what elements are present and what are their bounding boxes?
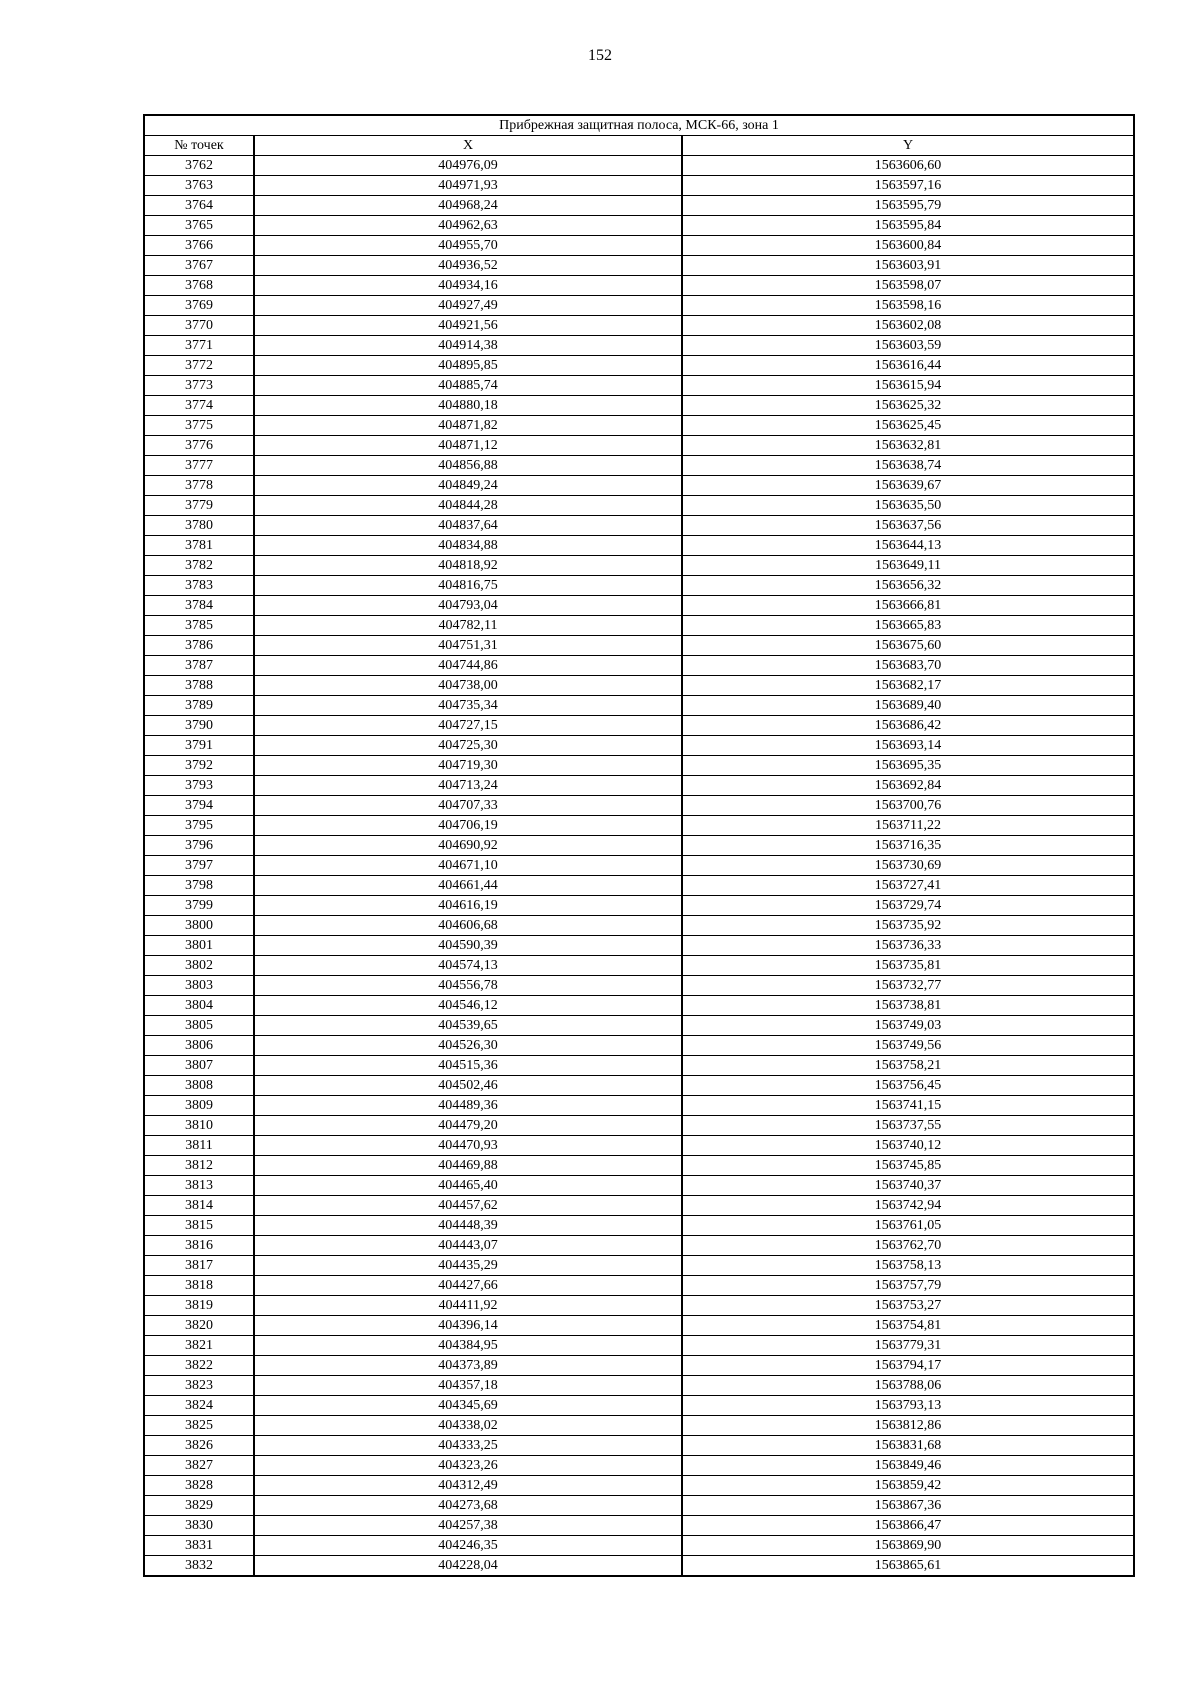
cell-y: 1563603,59 bbox=[682, 336, 1134, 356]
cell-y: 1563711,22 bbox=[682, 816, 1134, 836]
cell-point-number: 3776 bbox=[144, 436, 254, 456]
cell-y: 1563639,67 bbox=[682, 476, 1134, 496]
table-row bbox=[144, 1036, 1134, 1056]
cell-x: 404273,68 bbox=[254, 1496, 682, 1516]
table-row bbox=[144, 196, 1134, 216]
table-row bbox=[144, 596, 1134, 616]
table-row bbox=[144, 576, 1134, 596]
cell-y: 1563600,84 bbox=[682, 236, 1134, 256]
cell-point-number: 3794 bbox=[144, 796, 254, 816]
cell-x: 404713,24 bbox=[254, 776, 682, 796]
table-row bbox=[144, 816, 1134, 836]
table-row bbox=[144, 736, 1134, 756]
cell-point-number: 3786 bbox=[144, 636, 254, 656]
cell-y: 1563727,41 bbox=[682, 876, 1134, 896]
table-row bbox=[144, 336, 1134, 356]
table-row bbox=[144, 516, 1134, 536]
cell-point-number: 3780 bbox=[144, 516, 254, 536]
cell-point-number: 3817 bbox=[144, 1256, 254, 1276]
cell-y: 1563595,79 bbox=[682, 196, 1134, 216]
table-row bbox=[144, 256, 1134, 276]
cell-x: 404976,09 bbox=[254, 156, 682, 176]
cell-point-number: 3796 bbox=[144, 836, 254, 856]
cell-x: 404871,12 bbox=[254, 436, 682, 456]
cell-point-number: 3767 bbox=[144, 256, 254, 276]
cell-y: 1563656,32 bbox=[682, 576, 1134, 596]
cell-x: 404606,68 bbox=[254, 916, 682, 936]
cell-point-number: 3774 bbox=[144, 396, 254, 416]
cell-y: 1563595,84 bbox=[682, 216, 1134, 236]
column-header-y: Y bbox=[682, 136, 1134, 156]
cell-y: 1563615,94 bbox=[682, 376, 1134, 396]
cell-x: 404936,52 bbox=[254, 256, 682, 276]
cell-x: 404856,88 bbox=[254, 456, 682, 476]
table-row bbox=[144, 1056, 1134, 1076]
table-row bbox=[144, 316, 1134, 336]
cell-x: 404719,30 bbox=[254, 756, 682, 776]
cell-x: 404690,92 bbox=[254, 836, 682, 856]
table-row bbox=[144, 856, 1134, 876]
table-row bbox=[144, 836, 1134, 856]
table-row bbox=[144, 1356, 1134, 1376]
table-row bbox=[144, 976, 1134, 996]
cell-point-number: 3811 bbox=[144, 1136, 254, 1156]
cell-x: 404546,12 bbox=[254, 996, 682, 1016]
cell-point-number: 3813 bbox=[144, 1176, 254, 1196]
cell-y: 1563831,68 bbox=[682, 1436, 1134, 1456]
cell-x: 404502,46 bbox=[254, 1076, 682, 1096]
table-row bbox=[144, 216, 1134, 236]
table-row bbox=[144, 1556, 1134, 1577]
cell-y: 1563635,50 bbox=[682, 496, 1134, 516]
cell-x: 404556,78 bbox=[254, 976, 682, 996]
cell-point-number: 3815 bbox=[144, 1216, 254, 1236]
cell-y: 1563779,31 bbox=[682, 1336, 1134, 1356]
cell-point-number: 3781 bbox=[144, 536, 254, 556]
cell-y: 1563865,61 bbox=[682, 1556, 1134, 1577]
cell-y: 1563758,13 bbox=[682, 1256, 1134, 1276]
cell-x: 404707,33 bbox=[254, 796, 682, 816]
cell-x: 404396,14 bbox=[254, 1316, 682, 1336]
cell-x: 404727,15 bbox=[254, 716, 682, 736]
cell-x: 404443,07 bbox=[254, 1236, 682, 1256]
cell-x: 404706,19 bbox=[254, 816, 682, 836]
cell-y: 1563735,81 bbox=[682, 956, 1134, 976]
cell-x: 404526,30 bbox=[254, 1036, 682, 1056]
cell-y: 1563749,56 bbox=[682, 1036, 1134, 1056]
cell-point-number: 3806 bbox=[144, 1036, 254, 1056]
table-row bbox=[144, 616, 1134, 636]
cell-point-number: 3764 bbox=[144, 196, 254, 216]
cell-x: 404885,74 bbox=[254, 376, 682, 396]
cell-y: 1563794,17 bbox=[682, 1356, 1134, 1376]
cell-y: 1563644,13 bbox=[682, 536, 1134, 556]
cell-point-number: 3797 bbox=[144, 856, 254, 876]
cell-x: 404927,49 bbox=[254, 296, 682, 316]
cell-y: 1563736,33 bbox=[682, 936, 1134, 956]
table-row bbox=[144, 1156, 1134, 1176]
table-row bbox=[144, 476, 1134, 496]
cell-y: 1563735,92 bbox=[682, 916, 1134, 936]
cell-point-number: 3824 bbox=[144, 1396, 254, 1416]
cell-x: 404818,92 bbox=[254, 556, 682, 576]
table-row bbox=[144, 276, 1134, 296]
cell-point-number: 3804 bbox=[144, 996, 254, 1016]
table-row bbox=[144, 676, 1134, 696]
cell-point-number: 3762 bbox=[144, 156, 254, 176]
table-row bbox=[144, 1516, 1134, 1536]
cell-point-number: 3790 bbox=[144, 716, 254, 736]
cell-point-number: 3803 bbox=[144, 976, 254, 996]
table-row bbox=[144, 916, 1134, 936]
column-header-point-number: № точек bbox=[144, 136, 254, 156]
cell-y: 1563638,74 bbox=[682, 456, 1134, 476]
cell-x: 404661,44 bbox=[254, 876, 682, 896]
cell-point-number: 3800 bbox=[144, 916, 254, 936]
table-row bbox=[144, 1376, 1134, 1396]
cell-x: 404345,69 bbox=[254, 1396, 682, 1416]
cell-x: 404427,66 bbox=[254, 1276, 682, 1296]
table-row bbox=[144, 1096, 1134, 1116]
cell-point-number: 3821 bbox=[144, 1336, 254, 1356]
cell-y: 1563606,60 bbox=[682, 156, 1134, 176]
cell-x: 404914,38 bbox=[254, 336, 682, 356]
cell-x: 404465,40 bbox=[254, 1176, 682, 1196]
table-row bbox=[144, 496, 1134, 516]
cell-point-number: 3807 bbox=[144, 1056, 254, 1076]
table-row bbox=[144, 756, 1134, 776]
cell-x: 404849,24 bbox=[254, 476, 682, 496]
table-row bbox=[144, 776, 1134, 796]
cell-point-number: 3820 bbox=[144, 1316, 254, 1336]
table-row bbox=[144, 936, 1134, 956]
cell-y: 1563637,56 bbox=[682, 516, 1134, 536]
cell-point-number: 3783 bbox=[144, 576, 254, 596]
cell-y: 1563788,06 bbox=[682, 1376, 1134, 1396]
cell-x: 404725,30 bbox=[254, 736, 682, 756]
cell-point-number: 3826 bbox=[144, 1436, 254, 1456]
cell-y: 1563625,45 bbox=[682, 416, 1134, 436]
cell-y: 1563793,13 bbox=[682, 1396, 1134, 1416]
table-row bbox=[144, 1276, 1134, 1296]
table-row bbox=[144, 376, 1134, 396]
table-row bbox=[144, 796, 1134, 816]
table-row bbox=[144, 1336, 1134, 1356]
table-row bbox=[144, 1116, 1134, 1136]
cell-point-number: 3801 bbox=[144, 936, 254, 956]
cell-x: 404871,82 bbox=[254, 416, 682, 436]
cell-x: 404574,13 bbox=[254, 956, 682, 976]
cell-x: 404479,20 bbox=[254, 1116, 682, 1136]
cell-point-number: 3777 bbox=[144, 456, 254, 476]
cell-x: 404457,62 bbox=[254, 1196, 682, 1216]
column-header-x: X bbox=[254, 136, 682, 156]
cell-x: 404782,11 bbox=[254, 616, 682, 636]
cell-point-number: 3771 bbox=[144, 336, 254, 356]
cell-y: 1563729,74 bbox=[682, 896, 1134, 916]
table-title: Прибрежная защитная полоса, МСК-66, зона 1 bbox=[144, 115, 1134, 136]
cell-x: 404880,18 bbox=[254, 396, 682, 416]
table-row bbox=[144, 436, 1134, 456]
cell-y: 1563700,76 bbox=[682, 796, 1134, 816]
table-row bbox=[144, 1496, 1134, 1516]
cell-point-number: 3825 bbox=[144, 1416, 254, 1436]
table-title-row bbox=[144, 115, 1134, 136]
cell-point-number: 3830 bbox=[144, 1516, 254, 1536]
cell-point-number: 3828 bbox=[144, 1476, 254, 1496]
cell-point-number: 3787 bbox=[144, 656, 254, 676]
cell-y: 1563849,46 bbox=[682, 1456, 1134, 1476]
cell-point-number: 3788 bbox=[144, 676, 254, 696]
cell-point-number: 3778 bbox=[144, 476, 254, 496]
cell-y: 1563675,60 bbox=[682, 636, 1134, 656]
cell-point-number: 3799 bbox=[144, 896, 254, 916]
cell-point-number: 3772 bbox=[144, 356, 254, 376]
cell-point-number: 3816 bbox=[144, 1236, 254, 1256]
cell-point-number: 3784 bbox=[144, 596, 254, 616]
cell-point-number: 3805 bbox=[144, 1016, 254, 1036]
cell-point-number: 3769 bbox=[144, 296, 254, 316]
cell-point-number: 3763 bbox=[144, 176, 254, 196]
page-number: 152 bbox=[588, 47, 612, 64]
cell-y: 1563695,35 bbox=[682, 756, 1134, 776]
cell-x: 404671,10 bbox=[254, 856, 682, 876]
table-row bbox=[144, 1256, 1134, 1276]
cell-y: 1563649,11 bbox=[682, 556, 1134, 576]
table-row bbox=[144, 1396, 1134, 1416]
cell-y: 1563665,83 bbox=[682, 616, 1134, 636]
cell-y: 1563597,16 bbox=[682, 176, 1134, 196]
cell-y: 1563867,36 bbox=[682, 1496, 1134, 1516]
cell-y: 1563686,42 bbox=[682, 716, 1134, 736]
table-row bbox=[144, 1236, 1134, 1256]
cell-x: 404744,86 bbox=[254, 656, 682, 676]
cell-y: 1563716,35 bbox=[682, 836, 1134, 856]
cell-point-number: 3785 bbox=[144, 616, 254, 636]
cell-x: 404323,26 bbox=[254, 1456, 682, 1476]
cell-point-number: 3827 bbox=[144, 1456, 254, 1476]
cell-y: 1563692,84 bbox=[682, 776, 1134, 796]
cell-point-number: 3808 bbox=[144, 1076, 254, 1096]
cell-y: 1563742,94 bbox=[682, 1196, 1134, 1216]
table-row bbox=[144, 1136, 1134, 1156]
table-row bbox=[144, 1176, 1134, 1196]
cell-x: 404257,38 bbox=[254, 1516, 682, 1536]
cell-y: 1563761,05 bbox=[682, 1216, 1134, 1236]
table-row bbox=[144, 536, 1134, 556]
cell-point-number: 3795 bbox=[144, 816, 254, 836]
cell-point-number: 3789 bbox=[144, 696, 254, 716]
table-row bbox=[144, 396, 1134, 416]
cell-x: 404955,70 bbox=[254, 236, 682, 256]
cell-x: 404921,56 bbox=[254, 316, 682, 336]
cell-y: 1563762,70 bbox=[682, 1236, 1134, 1256]
cell-x: 404590,39 bbox=[254, 936, 682, 956]
cell-y: 1563866,47 bbox=[682, 1516, 1134, 1536]
cell-point-number: 3765 bbox=[144, 216, 254, 236]
cell-x: 404834,88 bbox=[254, 536, 682, 556]
cell-point-number: 3812 bbox=[144, 1156, 254, 1176]
cell-point-number: 3832 bbox=[144, 1556, 254, 1577]
table-row bbox=[144, 1076, 1134, 1096]
cell-x: 404312,49 bbox=[254, 1476, 682, 1496]
table-row bbox=[144, 556, 1134, 576]
cell-y: 1563666,81 bbox=[682, 596, 1134, 616]
cell-x: 404515,36 bbox=[254, 1056, 682, 1076]
coordinates-table bbox=[143, 114, 1135, 1577]
table-row bbox=[144, 356, 1134, 376]
cell-y: 1563689,40 bbox=[682, 696, 1134, 716]
cell-y: 1563757,79 bbox=[682, 1276, 1134, 1296]
cell-y: 1563812,86 bbox=[682, 1416, 1134, 1436]
cell-x: 404246,35 bbox=[254, 1536, 682, 1556]
table-row bbox=[144, 956, 1134, 976]
cell-y: 1563616,44 bbox=[682, 356, 1134, 376]
table-row bbox=[144, 896, 1134, 916]
cell-point-number: 3770 bbox=[144, 316, 254, 336]
cell-x: 404470,93 bbox=[254, 1136, 682, 1156]
table-row bbox=[144, 1416, 1134, 1436]
table-row bbox=[144, 996, 1134, 1016]
cell-point-number: 3814 bbox=[144, 1196, 254, 1216]
cell-x: 404539,65 bbox=[254, 1016, 682, 1036]
cell-x: 404751,31 bbox=[254, 636, 682, 656]
table-row bbox=[144, 1016, 1134, 1036]
cell-x: 404228,04 bbox=[254, 1556, 682, 1577]
cell-y: 1563598,16 bbox=[682, 296, 1134, 316]
cell-point-number: 3773 bbox=[144, 376, 254, 396]
cell-point-number: 3818 bbox=[144, 1276, 254, 1296]
cell-y: 1563738,81 bbox=[682, 996, 1134, 1016]
cell-x: 404411,92 bbox=[254, 1296, 682, 1316]
table-row bbox=[144, 1196, 1134, 1216]
cell-x: 404373,89 bbox=[254, 1356, 682, 1376]
table-row bbox=[144, 296, 1134, 316]
cell-y: 1563737,55 bbox=[682, 1116, 1134, 1136]
table-row bbox=[144, 1296, 1134, 1316]
cell-x: 404816,75 bbox=[254, 576, 682, 596]
table-row bbox=[144, 176, 1134, 196]
cell-y: 1563749,03 bbox=[682, 1016, 1134, 1036]
table-row bbox=[144, 1216, 1134, 1236]
table-row bbox=[144, 416, 1134, 436]
cell-x: 404384,95 bbox=[254, 1336, 682, 1356]
table-row bbox=[144, 656, 1134, 676]
cell-y: 1563730,69 bbox=[682, 856, 1134, 876]
cell-x: 404435,29 bbox=[254, 1256, 682, 1276]
table-row bbox=[144, 1436, 1134, 1456]
cell-x: 404971,93 bbox=[254, 176, 682, 196]
table-header-row bbox=[144, 136, 1134, 156]
cell-x: 404844,28 bbox=[254, 496, 682, 516]
cell-x: 404962,63 bbox=[254, 216, 682, 236]
cell-x: 404837,64 bbox=[254, 516, 682, 536]
cell-point-number: 3810 bbox=[144, 1116, 254, 1136]
cell-point-number: 3831 bbox=[144, 1536, 254, 1556]
cell-point-number: 3782 bbox=[144, 556, 254, 576]
cell-y: 1563683,70 bbox=[682, 656, 1134, 676]
table-row bbox=[144, 236, 1134, 256]
cell-y: 1563602,08 bbox=[682, 316, 1134, 336]
cell-point-number: 3792 bbox=[144, 756, 254, 776]
cell-y: 1563758,21 bbox=[682, 1056, 1134, 1076]
cell-y: 1563625,32 bbox=[682, 396, 1134, 416]
cell-point-number: 3775 bbox=[144, 416, 254, 436]
cell-y: 1563869,90 bbox=[682, 1536, 1134, 1556]
cell-point-number: 3809 bbox=[144, 1096, 254, 1116]
cell-y: 1563740,37 bbox=[682, 1176, 1134, 1196]
table-row bbox=[144, 1536, 1134, 1556]
cell-y: 1563598,07 bbox=[682, 276, 1134, 296]
cell-x: 404793,04 bbox=[254, 596, 682, 616]
cell-y: 1563753,27 bbox=[682, 1296, 1134, 1316]
cell-point-number: 3822 bbox=[144, 1356, 254, 1376]
cell-x: 404968,24 bbox=[254, 196, 682, 216]
table-row bbox=[144, 696, 1134, 716]
cell-y: 1563756,45 bbox=[682, 1076, 1134, 1096]
cell-point-number: 3791 bbox=[144, 736, 254, 756]
table-row bbox=[144, 1476, 1134, 1496]
cell-y: 1563682,17 bbox=[682, 676, 1134, 696]
cell-y: 1563603,91 bbox=[682, 256, 1134, 276]
cell-point-number: 3779 bbox=[144, 496, 254, 516]
cell-x: 404738,00 bbox=[254, 676, 682, 696]
table-row bbox=[144, 1456, 1134, 1476]
cell-y: 1563740,12 bbox=[682, 1136, 1134, 1156]
cell-x: 404489,36 bbox=[254, 1096, 682, 1116]
cell-point-number: 3793 bbox=[144, 776, 254, 796]
cell-y: 1563741,15 bbox=[682, 1096, 1134, 1116]
table-row bbox=[144, 716, 1134, 736]
cell-x: 404333,25 bbox=[254, 1436, 682, 1456]
cell-point-number: 3829 bbox=[144, 1496, 254, 1516]
table-row bbox=[144, 456, 1134, 476]
cell-point-number: 3768 bbox=[144, 276, 254, 296]
cell-x: 404469,88 bbox=[254, 1156, 682, 1176]
table-row bbox=[144, 1316, 1134, 1336]
cell-y: 1563745,85 bbox=[682, 1156, 1134, 1176]
cell-point-number: 3823 bbox=[144, 1376, 254, 1396]
table-row bbox=[144, 636, 1134, 656]
cell-y: 1563754,81 bbox=[682, 1316, 1134, 1336]
cell-point-number: 3819 bbox=[144, 1296, 254, 1316]
cell-y: 1563693,14 bbox=[682, 736, 1134, 756]
cell-x: 404616,19 bbox=[254, 896, 682, 916]
table-body bbox=[144, 156, 1134, 1577]
cell-point-number: 3766 bbox=[144, 236, 254, 256]
cell-y: 1563632,81 bbox=[682, 436, 1134, 456]
table-row bbox=[144, 156, 1134, 176]
cell-x: 404934,16 bbox=[254, 276, 682, 296]
cell-x: 404895,85 bbox=[254, 356, 682, 376]
cell-x: 404735,34 bbox=[254, 696, 682, 716]
cell-point-number: 3798 bbox=[144, 876, 254, 896]
table-row bbox=[144, 876, 1134, 896]
cell-point-number: 3802 bbox=[144, 956, 254, 976]
cell-x: 404338,02 bbox=[254, 1416, 682, 1436]
cell-x: 404357,18 bbox=[254, 1376, 682, 1396]
cell-x: 404448,39 bbox=[254, 1216, 682, 1236]
cell-y: 1563859,42 bbox=[682, 1476, 1134, 1496]
cell-y: 1563732,77 bbox=[682, 976, 1134, 996]
